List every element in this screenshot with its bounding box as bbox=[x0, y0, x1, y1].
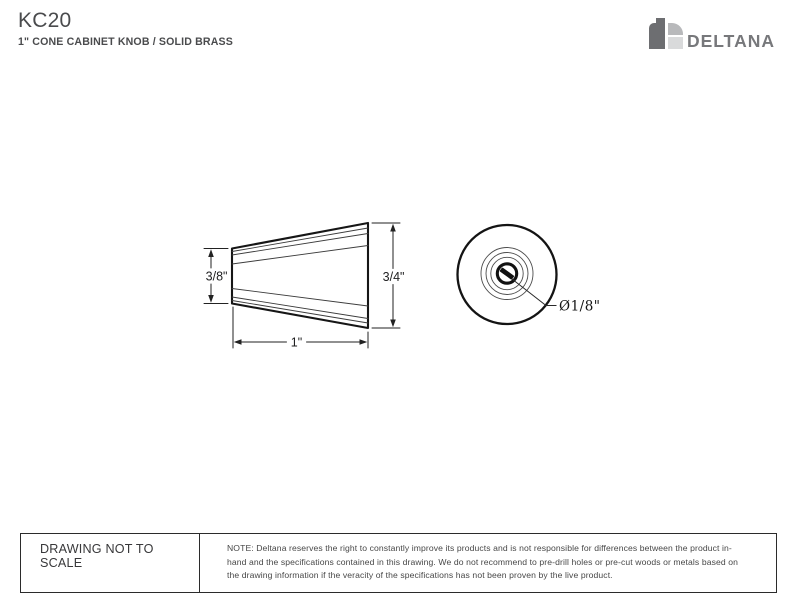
small-end-dimension-label: 3/8" bbox=[205, 269, 228, 284]
hole-diameter-label: Ø1/8" bbox=[559, 298, 601, 315]
length-dimension-label: 1" bbox=[290, 335, 303, 350]
large-end-dimension-label: 3/4" bbox=[382, 270, 405, 284]
logo-brand-name: DELTANA bbox=[686, 31, 775, 51]
cone-outline bbox=[232, 223, 368, 328]
scale-label: DRAWING NOT TO SCALE bbox=[40, 542, 154, 570]
footer-scale-cell bbox=[21, 534, 200, 592]
footer-title-block bbox=[20, 533, 777, 593]
product-code: KC20 bbox=[18, 9, 72, 32]
disclaimer-note: NOTE: Deltana reserves the right to constantly improve its products and is not responsible for differences between the product in-hand and the specifications contained in this drawing. We do not recommend to pre-drill holes or pre-cut woods or metals based on the drawing information if the veracity of the specifications has not been proven by the live product. bbox=[227, 543, 738, 581]
product-description: 1" CONE CABINET KNOB / SOLID BRASS bbox=[18, 36, 233, 48]
side-view bbox=[204, 223, 405, 350]
footer-note-cell bbox=[200, 534, 776, 592]
front-view bbox=[458, 225, 601, 324]
